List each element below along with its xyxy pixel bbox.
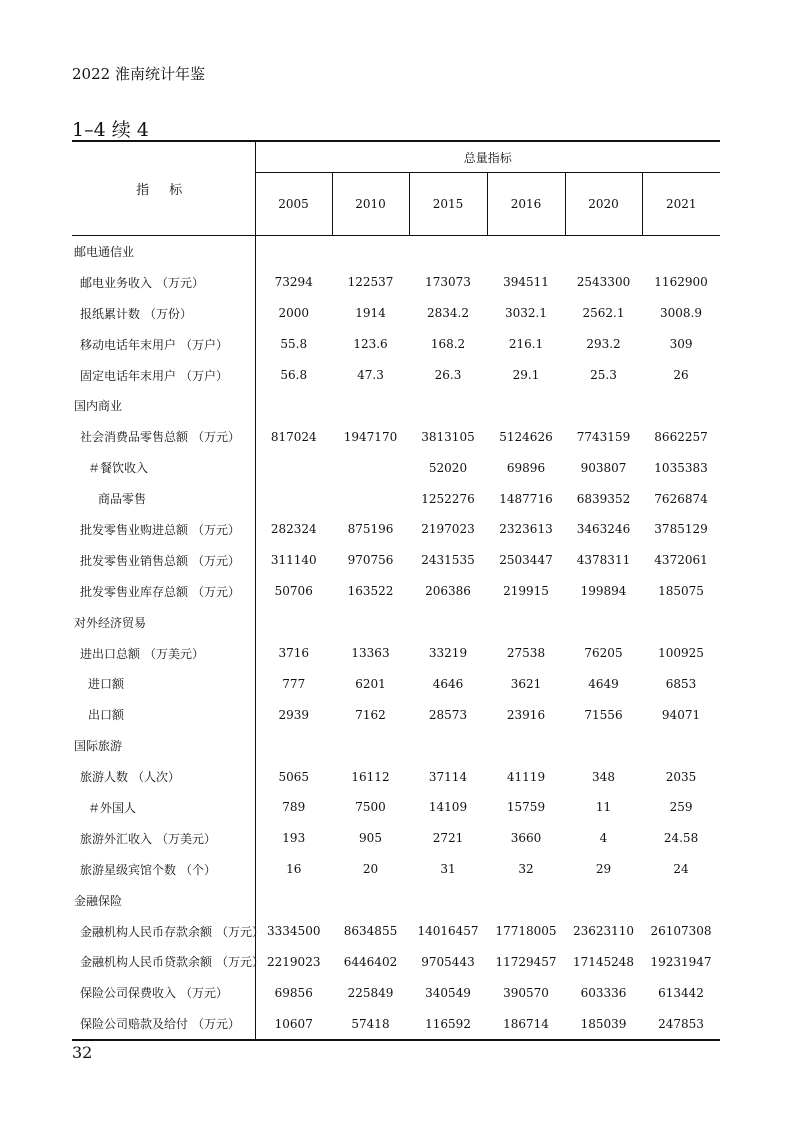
- value-cell: 33219: [428, 646, 468, 661]
- year-header: 2015: [409, 173, 487, 236]
- value-cell: 186714: [487, 1008, 565, 1040]
- value-cell: 25.3: [590, 368, 617, 382]
- section-heading: [72, 730, 255, 761]
- total-indicators-header: 总量指标: [255, 141, 720, 173]
- value-cell: [255, 236, 332, 267]
- value-cell: 3785129: [654, 522, 708, 537]
- row-label: [72, 699, 255, 730]
- value-cell: 216.1: [508, 337, 544, 352]
- value-cell: 100925: [658, 646, 704, 661]
- value-cell: 2219023: [255, 946, 332, 977]
- value-cell: 1487716: [499, 491, 553, 506]
- value-cell: 185075: [658, 584, 704, 599]
- table-row: [72, 1008, 720, 1040]
- value-cell: [332, 730, 409, 761]
- value-cell: 4378311: [576, 553, 631, 568]
- value-cell: 3463246: [576, 522, 631, 537]
- value-cell: 1162900: [654, 275, 708, 290]
- year-header: 2021: [642, 173, 720, 236]
- row-label-text: 社会消费品零售总额: [80, 430, 189, 445]
- value-cell: 603336: [580, 985, 627, 1000]
- value-cell: 41119: [506, 769, 546, 784]
- value-cell: [565, 607, 642, 638]
- value-cell: 14109: [428, 800, 468, 815]
- value-cell: [332, 236, 409, 267]
- section-row: [72, 607, 720, 638]
- row-label-text: ＃外国人: [88, 800, 137, 815]
- row-label: [72, 360, 255, 391]
- value-cell: 50706: [255, 576, 332, 607]
- table-row: [72, 421, 720, 452]
- row-unit: （万美元）: [144, 646, 205, 661]
- row-label: [72, 946, 265, 977]
- value-cell: 29: [595, 862, 612, 877]
- value-cell: 2503447: [499, 553, 553, 568]
- value-cell: 24: [673, 862, 689, 877]
- value-cell: 777: [255, 668, 332, 699]
- table-row: [72, 329, 720, 360]
- value-cell: 2562.1: [582, 306, 625, 321]
- value-cell: 293.2: [586, 337, 621, 352]
- row-label-text: 进口额: [88, 677, 125, 692]
- value-cell: 206386: [425, 584, 471, 599]
- row-label-text: 商品零售: [98, 492, 147, 507]
- row-label-text: 移动电话年末用户: [80, 337, 177, 352]
- value-cell: 4649: [588, 676, 619, 691]
- table-row: [72, 267, 720, 298]
- value-cell: 69896: [506, 460, 546, 475]
- value-cell: [565, 730, 642, 761]
- value-cell: 23623110: [572, 924, 635, 939]
- value-cell: 2721: [432, 831, 464, 846]
- value-cell: 875196: [347, 522, 394, 537]
- row-unit: （万美元）: [156, 831, 217, 846]
- value-cell: 970756: [347, 553, 394, 568]
- row-unit: （万元）: [192, 522, 241, 537]
- row-label: [72, 638, 255, 669]
- value-cell: [332, 607, 409, 638]
- book-title: 2022 淮南统计年鉴: [72, 65, 205, 83]
- value-cell: 3813105: [421, 429, 475, 444]
- value-cell: 3334500: [255, 916, 332, 947]
- value-cell: 7743159: [576, 429, 631, 444]
- value-cell: 168.2: [430, 337, 466, 352]
- value-cell: 394511: [503, 275, 549, 290]
- row-label-text: ＃餐饮收入: [88, 461, 149, 476]
- value-cell: 3032.1: [505, 306, 547, 321]
- value-cell: 71556: [584, 707, 623, 722]
- row-unit: （万户）: [180, 368, 229, 383]
- value-cell: 7500: [355, 800, 386, 815]
- row-label-text: 邮电业务收入: [80, 275, 153, 290]
- row-label: [72, 823, 255, 854]
- value-cell: 905: [359, 831, 382, 846]
- table-body: [72, 236, 720, 1041]
- value-cell: [255, 885, 332, 916]
- value-cell: 903807: [580, 460, 627, 475]
- value-cell: 76205: [584, 646, 623, 661]
- table-row: [72, 514, 720, 545]
- value-cell: 199894: [580, 584, 627, 599]
- table-row: [72, 638, 720, 669]
- value-cell: 6839352: [576, 491, 631, 506]
- value-cell: 26: [673, 368, 689, 382]
- row-label: [72, 916, 265, 947]
- value-cell: 2939: [255, 699, 332, 730]
- row-unit: （万份）: [144, 306, 193, 321]
- row-label-text: 旅游人数: [80, 770, 129, 785]
- page-number: 32: [72, 1043, 93, 1062]
- value-cell: 57418: [332, 1008, 409, 1040]
- year-header: 2005: [255, 173, 332, 236]
- section-row: [72, 885, 720, 916]
- value-cell: 309: [669, 337, 693, 352]
- value-cell: [255, 607, 332, 638]
- value-cell: 613442: [658, 985, 704, 1000]
- value-cell: [255, 730, 332, 761]
- value-cell: 3008.9: [660, 306, 703, 321]
- value-cell: 28573: [428, 707, 468, 722]
- row-unit: （万元）: [192, 584, 241, 599]
- value-cell: 282324: [255, 514, 332, 545]
- value-cell: [487, 730, 565, 761]
- row-label-text: 金融保险: [74, 893, 123, 908]
- value-cell: 4646: [432, 676, 464, 691]
- value-cell: [565, 236, 642, 267]
- row-unit: （万户）: [180, 337, 229, 352]
- value-cell: 1947170: [343, 429, 398, 444]
- value-cell: 11: [595, 800, 612, 815]
- value-cell: 789: [255, 792, 332, 823]
- row-label: [72, 854, 255, 885]
- value-cell: 3621: [510, 676, 542, 691]
- value-cell: 24.58: [663, 831, 699, 846]
- value-cell: 2000: [255, 298, 332, 329]
- table-row: [72, 576, 720, 607]
- value-cell: 1035383: [654, 460, 708, 475]
- value-cell: 3716: [255, 638, 332, 669]
- row-label-text: 对外经济贸易: [74, 615, 147, 630]
- row-label-text: 旅游外汇收入: [80, 831, 153, 846]
- table-row: [72, 916, 720, 947]
- row-label-text: 批发零售业库存总额: [80, 584, 189, 599]
- value-cell: 17145248: [572, 954, 635, 969]
- table-row: [72, 699, 720, 730]
- row-label-text: 金融机构人民币贷款余额: [80, 955, 213, 970]
- value-cell: 16112: [351, 769, 390, 784]
- value-cell: 2543300: [576, 275, 631, 290]
- value-cell: 23916: [506, 707, 546, 722]
- value-cell: 27538: [506, 646, 546, 661]
- table-row: [72, 668, 720, 699]
- value-cell: [487, 607, 565, 638]
- value-cell: [642, 730, 720, 761]
- row-label-text: 保险公司保费收入: [80, 986, 177, 1001]
- value-cell: 259: [669, 800, 693, 815]
- row-unit: （万元）: [216, 924, 265, 939]
- value-cell: 1252276: [421, 491, 475, 506]
- row-label: [72, 452, 255, 483]
- value-cell: [487, 390, 565, 421]
- value-cell: [332, 452, 409, 483]
- value-cell: 56.8: [255, 360, 332, 391]
- row-label-text: 国际旅游: [74, 739, 123, 754]
- value-cell: [409, 885, 487, 916]
- value-cell: 26107308: [650, 924, 712, 939]
- table-row: [72, 298, 720, 329]
- row-label: [72, 329, 255, 360]
- value-cell: [332, 885, 409, 916]
- value-cell: [487, 885, 565, 916]
- value-cell: [642, 607, 720, 638]
- value-cell: [409, 390, 487, 421]
- row-label: [72, 977, 255, 1008]
- section-heading: [72, 236, 255, 267]
- row-unit: （个）: [180, 862, 217, 877]
- value-cell: 3660: [510, 831, 542, 846]
- value-cell: 6853: [665, 676, 697, 691]
- value-cell: 2035: [665, 769, 697, 784]
- value-cell: 311140: [255, 545, 332, 576]
- value-cell: [409, 730, 487, 761]
- section-row: [72, 390, 720, 421]
- row-label: [72, 267, 255, 298]
- value-cell: 19231947: [650, 954, 712, 969]
- value-cell: 31: [440, 862, 456, 877]
- value-cell: 26.3: [434, 368, 462, 382]
- row-unit: （万元）: [180, 986, 229, 1001]
- row-label-text: 金融机构人民币存款余额: [80, 924, 213, 939]
- value-cell: 20: [362, 862, 379, 877]
- value-cell: 8662257: [654, 429, 708, 444]
- value-cell: [409, 607, 487, 638]
- section-heading: [72, 607, 255, 638]
- value-cell: 6446402: [343, 954, 398, 969]
- row-label: [72, 576, 255, 607]
- value-cell: 340549: [425, 985, 471, 1000]
- table-row: [72, 792, 720, 823]
- value-cell: 1914: [355, 306, 386, 321]
- value-cell: 8634855: [343, 924, 398, 939]
- row-label-text: 出口额: [88, 708, 125, 723]
- value-cell: 2197023: [421, 522, 475, 537]
- value-cell: 225849: [347, 985, 394, 1000]
- value-cell: [255, 452, 332, 483]
- value-cell: [409, 236, 487, 267]
- table-title: 1–4 续 4: [72, 119, 149, 141]
- row-label-text: 邮电通信业: [74, 244, 135, 259]
- value-cell: 247853: [642, 1008, 720, 1040]
- value-cell: 11729457: [495, 954, 557, 969]
- value-cell: 219915: [503, 584, 549, 599]
- row-unit: （万元）: [192, 430, 241, 445]
- table-row: [72, 854, 720, 885]
- section-heading: [72, 885, 255, 916]
- row-label: [72, 483, 255, 514]
- value-cell: 7626874: [654, 491, 708, 506]
- row-label-text: 报纸累计数: [80, 306, 141, 321]
- value-cell: 5124626: [499, 429, 553, 444]
- section-heading: [72, 390, 255, 421]
- value-cell: 2431535: [421, 553, 475, 568]
- year-header: 2020: [565, 173, 642, 236]
- value-cell: 94071: [661, 707, 701, 722]
- value-cell: 17718005: [495, 924, 557, 939]
- row-label: [72, 514, 255, 545]
- table-row: [72, 483, 720, 514]
- value-cell: 69856: [255, 977, 332, 1008]
- table-row: [72, 823, 720, 854]
- value-cell: 122537: [347, 275, 394, 290]
- row-unit: （万元）: [216, 955, 265, 970]
- row-unit: （万元）: [192, 1017, 241, 1032]
- value-cell: 185039: [565, 1008, 642, 1040]
- value-cell: [255, 483, 332, 514]
- row-label-text: 国内商业: [74, 399, 123, 414]
- value-cell: 173073: [425, 275, 471, 290]
- value-cell: [332, 390, 409, 421]
- value-cell: [642, 390, 720, 421]
- section-row: [72, 730, 720, 761]
- table-row: [72, 946, 720, 977]
- value-cell: 10607: [255, 1008, 332, 1040]
- value-cell: 16: [255, 854, 332, 885]
- value-cell: 37114: [428, 769, 468, 784]
- table-row: [72, 452, 720, 483]
- value-cell: 4372061: [654, 553, 708, 568]
- value-cell: 47.3: [357, 368, 384, 382]
- row-label: [72, 545, 255, 576]
- row-label: [72, 761, 255, 792]
- row-label-text: 进出口总额: [80, 646, 141, 661]
- row-label-text: 批发零售业购进总额: [80, 522, 189, 537]
- section-row: [72, 236, 720, 267]
- value-cell: 13363: [351, 646, 390, 661]
- row-label: [72, 792, 255, 823]
- statistics-table: [72, 140, 720, 1041]
- row-label: [72, 1008, 255, 1040]
- table-row: [72, 545, 720, 576]
- row-unit: （人次）: [132, 770, 181, 785]
- value-cell: [565, 885, 642, 916]
- value-cell: 32: [518, 862, 534, 877]
- value-cell: [255, 390, 332, 421]
- value-cell: [642, 885, 720, 916]
- value-cell: 15759: [506, 800, 546, 815]
- year-header: 2016: [487, 173, 565, 236]
- value-cell: 52020: [428, 460, 468, 475]
- indicator-column-header: 指 标: [72, 141, 255, 236]
- value-cell: 348: [592, 769, 615, 784]
- value-cell: 6201: [355, 676, 386, 691]
- value-cell: 123.6: [353, 337, 388, 352]
- value-cell: 4: [599, 831, 608, 846]
- value-cell: 14016457: [417, 924, 479, 939]
- row-unit: （万元）: [192, 553, 241, 568]
- value-cell: 193: [255, 823, 332, 854]
- row-label: [72, 668, 255, 699]
- table-row: [72, 761, 720, 792]
- value-cell: [565, 390, 642, 421]
- table-row: [72, 977, 720, 1008]
- value-cell: 5065: [255, 761, 332, 792]
- value-cell: 116592: [409, 1008, 487, 1040]
- value-cell: 390570: [503, 985, 549, 1000]
- value-cell: 2834.2: [427, 306, 469, 321]
- row-unit: （万元）: [156, 275, 205, 290]
- year-header: 2010: [332, 173, 409, 236]
- value-cell: 55.8: [255, 329, 332, 360]
- row-label-text: 保险公司赔款及给付: [80, 1017, 189, 1032]
- value-cell: 163522: [347, 584, 394, 599]
- value-cell: 7162: [355, 707, 386, 722]
- table-row: [72, 360, 720, 391]
- row-label-text: 批发零售业销售总额: [80, 553, 189, 568]
- value-cell: 9705443: [421, 954, 475, 969]
- row-label: [72, 421, 255, 452]
- value-cell: [332, 483, 409, 514]
- value-cell: 2323613: [499, 522, 553, 537]
- value-cell: 817024: [255, 421, 332, 452]
- row-label: [72, 298, 255, 329]
- value-cell: 29.1: [512, 368, 540, 382]
- row-label-text: 旅游星级宾馆个数: [80, 862, 177, 877]
- header-row-group: [72, 141, 720, 173]
- value-cell: 73294: [255, 267, 332, 298]
- row-label-text: 固定电话年末用户: [80, 368, 177, 383]
- value-cell: [642, 236, 720, 267]
- value-cell: [487, 236, 565, 267]
